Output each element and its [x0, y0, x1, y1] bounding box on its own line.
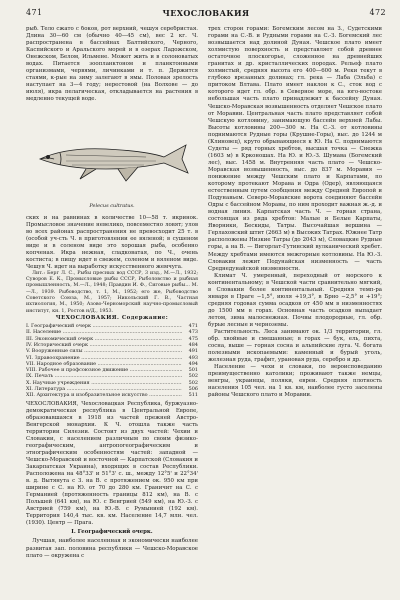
fish-illustration — [26, 107, 198, 203]
figure-caption: Pelecus cultratus. — [89, 202, 135, 209]
toc-entry[interactable]: II. Население ..... 473 — [26, 329, 198, 335]
article-paragraph: трех сторон горами: Богемским лесом на З., Судетскими горами на С.-В. и Рудными горами на С.-З. Богемский лес возвышается над долиной Дуная. Чешское плато имеет холмистую поверхность и представляет собой древнее остаточное плоскогорье, сложенное на древнейших гранитах и др. кристаллических породах. Рельеф плато холмистый, средняя высота его 400—600 м. Реки текут в глубоко врезанных долинах; гл. река — Лаба (Эльба) с притоком Влтава. Плато имеет наклон к С., сток вод с которого идет гл. обр. в Северное море, на юго-востоке небольшая часть плато принадлежит к бассейну Дуная. Чешско-Моравская возвышенность отделяет Чешское плато от Моравии. Центральная часть плато представляет собой Чешскую котловину, занимающую бассейн верхней Лабы. Высоты котловины 200—300 м. На С.-З. от котловины поднимаются Рудные горы (Крушне-Горы), выс. до 1244 м (Клиновец), круто обрывающиеся к Ю. На С. поднимаются Судеты — ряд горных хребтов, высшая точка — Снежка (1603 м) в Крконошах. На Ю. и Ю.-З. Шумава (Богемский лес), выс. 1458 м. Внутренняя часть плато — Чешско-Моравская возвышенность, выс. до 837 м. Моравия — понижение между Чешским плато и Карпатами, по которому протекают Морава и Одра (Одер), являющаяся естественным путем сообщения между Средней Европой и Подунавьем. Северо-Моравские ворота соединяют бассейн Одры с бассейном Моравы, по ним проходит важная ж.-д. и водная линия. Карпатская часть Ч. — горная страна, состоящая из ряда хребтов: Малые и Белые Карпаты, Яворники, Бескиды, Татры. Высочайшая вершина — Герлаховский штит (2663 м) в Высоких Татрах. Южнее Татр расположены Низкие Татры (до 2043 м), Словацкие Рудные горы, а на В. — Вигорлат-Гутинский вулканический хребет. Между хребтами имеются межгорные котловины. На Ю.-З. Словакии лежит Подунайская низменность — часть Среднедунайской низменности. — [208, 26, 382, 272]
toc-entry[interactable]: VI. Здравоохранение ..... 493 — [26, 355, 198, 361]
contents-title: ЧЕХОСЛОВАКИЯ. Содержание: — [55, 314, 169, 321]
toc-entry[interactable]: XI. Литература ..... 506 — [26, 386, 198, 392]
article-paragraph: ских и на равнинах в количестве 10—58 т. икринок. Промысловое значение невелико, повсеместно ловят; улов во всех районах распространения не превосходит 25 т. в (особой уч-сть Ч. в приготовлении ее вяленой; в сушеном виде и в соленом виде это хорошая рыба, особенно копченая. Икра нежная, сладковатая, по Ч., очень костиста; в пищу идет в свежем, соленом и вяленом виде. Чешуя Ч. идет на выработку искусственного жемчуга. — [26, 214, 198, 270]
right-column — [208, 26, 382, 592]
running-title: ЧЕХОСЛОВАКИЯ — [162, 8, 250, 18]
article-paragraph: Население — чехи и словаки, по вероисповеданию преимущественно католики; проживают также немцы, венгры, украинцы, поляки, евреи. Средняя плотность населения 105 чел. на 1 кв. км, наиболее густо заселены районы Чешского плато и Моравии. — [208, 364, 382, 399]
section-title: I. Географический очерк. — [71, 529, 153, 536]
article-paragraph: рыб. Тело сжато с боков, рот верхний, чешуя серебристая. Длина 30—60 см (обычно 40—45 см), вес 2 кг. Ч. распространена в бассейнах Балтийского, Черного, Каспийского и Аральского морей и в озерах Ладожском, Онежском, Белом, Ильмене. Может жить и в солоноватых водах. Питается зоопланктоном и планктонными организмами, червями, личинками и т. п. Держится стаями, к-рые на зиму залегают в ямы. Половая зрелость наступает на 3—4 году; нерестовой (на Волхове — до июля), икра пелагическая, откладывается на растения в медленно текущей воде. — [26, 26, 198, 103]
toc-entry[interactable]: XII. Архитектура и изобразительное искусство ..... 511 — [26, 392, 198, 398]
page-number-left: 471 — [26, 8, 43, 17]
page-header — [26, 8, 386, 22]
left-column — [26, 26, 198, 592]
fish-figure — [26, 107, 198, 213]
toc-entry[interactable]: III. Экономический очерк ..... 475 — [26, 336, 198, 342]
toc-entry[interactable]: V. Вооруженные силы ..... 491 — [26, 348, 198, 354]
toc-entry[interactable]: X. Научные учреждения ..... 502 — [26, 380, 198, 386]
article-paragraph: ЧЕХОСЛОВАКИЯ, Чехословацкая Республика, буржуазно-демократическая республика в Центральной Европе, образовавшаяся в 1918 из частей прежней Австро-Венгерской монархии. К Ч. отошла также часть территории Силезии. Состоит из двух частей: Чехии и Словакии, с населением различным по своим физико-географическим, антропогеографическим и этнографическим особенностям частей: западной — Чешско-Моравской и восточной — Карпатской (Словакия и Закарпатская Украина), входящих в состав Республики. Расположена на 48°33' и 51°3' с. ш., между 12°5' и 22°34' в. д. Вытянута с З. на В. с протяжением ок. 950 км при ширине с С. на Ю. от 70 до 280 км. Граничит на С. с Германией (протяженность границы 812 км), на В. с Польшей (641 км), на Ю. с Венгрией (549 км), на Ю.-З. с Австрией (759 км), на Ю.-В. с Румынией (192 км). Территория 140,4 тыс. кв. км. Население 14,7 млн. чел. (1930). Центр — Прага. — [26, 400, 198, 527]
article-paragraph: Лучшая, наиболее населенная и экономически наиболее развитая зап. половина республики — Чешско-Моравское плато — окружена с — [26, 538, 198, 559]
toc-entry[interactable]: VIII. Рабочее и профсоюзное движение ..... 501 — [26, 367, 198, 373]
toc-entry[interactable]: IV. Исторический очерк ..... 484 — [26, 342, 198, 348]
article-paragraph: Растительность. Леса занимают ок. 1/3 территории, гл. обр. хвойные и смешанные; в горах — бук, ель, пихта, сосна, выше — горная сосна и альпийские луга. Ч. богата полезными ископаемыми: каменный и бурый уголь, железная руда, графит, урановая руда, серебро и др. — [208, 329, 382, 364]
toc-entry[interactable]: IX. Печать ..... 502 — [26, 373, 198, 379]
table-of-contents — [26, 323, 198, 399]
toc-entry[interactable]: VII. Народное образование ..... 494 — [26, 361, 198, 367]
literature-paragraph: Лит.: Берг Л. С., Рыбы пресных вод СССР, 3 изд., М.—Л., 1932; Суворов Е. К., Промысловые рыбы СССР, Рыболовство и рыбная промышленность, М.—Л., 1948; Правдин И. Ф., Сиговые рыбы... М.—Л., 1939. Рыбоводство, т. 1, М., 1952; его же, Рыбоводство Советского Союза, М., 1957; Никольский Г. В., Частная ихтиология, М., 1950; Азово-Черноморский научно-промысловый институт, кн. 1, Ростов н/Д., 1953. — [26, 270, 198, 314]
toc-entry[interactable]: I. Географический очерк ..... 471 — [26, 323, 198, 329]
page-number-right: 472 — [369, 8, 386, 17]
article-paragraph: Климат Ч. умеренный, переходный от морского к континентальному; в Чешской части сравнительно мягкий, в Словакии более континентальный. Средняя темп-ра января в Праге −1,5°, июля +19,3°, в Брно −2,5° и +19°; средняя годовая сумма осадков от 450 мм в низменностях до 1500 мм в горах. Основная часть осадков выпадает летом, зима малоснежная. Почвы плодородные, гл. обр. бурые лесные и черноземы. — [208, 272, 382, 328]
